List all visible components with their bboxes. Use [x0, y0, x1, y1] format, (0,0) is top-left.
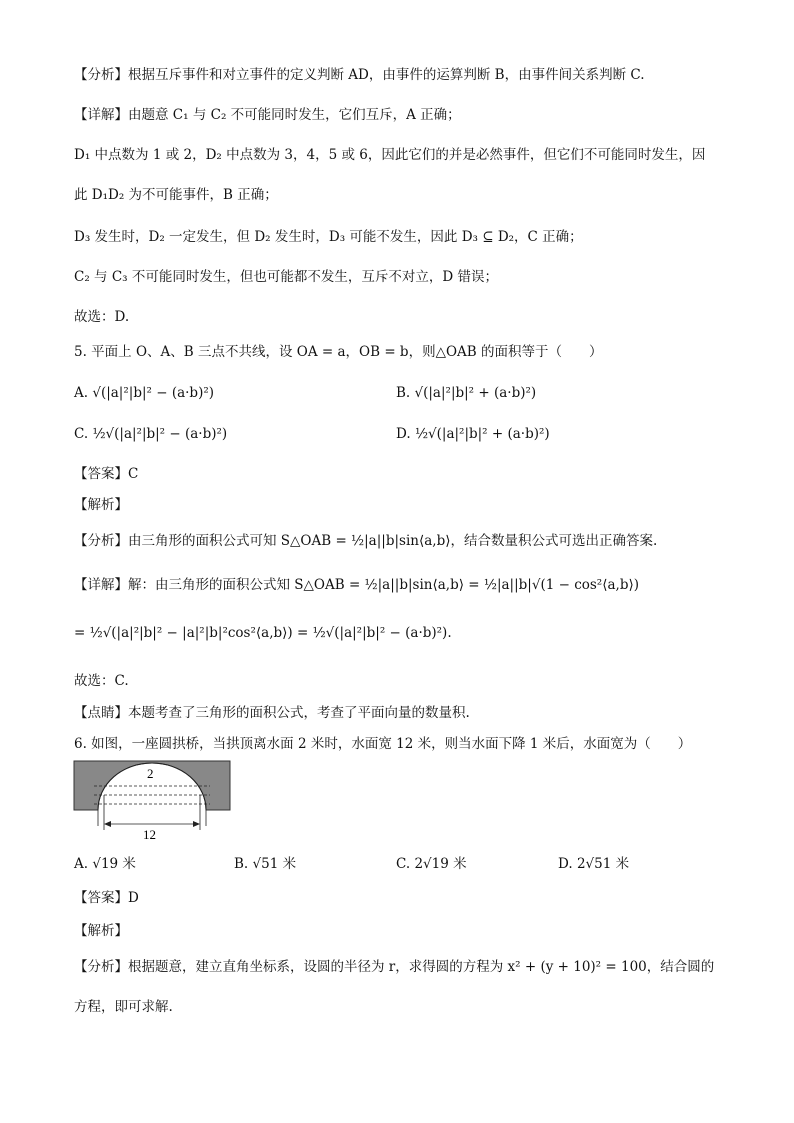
detail-5: 【详解】解：由三角形的面积公式知 S△OAB = ½|a||b|sin⟨a,b⟩ = ½|a||b|√(1 − cos²⟨a,b⟩) [74, 577, 640, 593]
q6-choice-b: B. √51 米 [234, 856, 297, 872]
detail-5-line2: = ½√(|a|²|b|² − |a|²|b|²cos²⟨a,b⟩) = ½√(|a|²|b|² − (a·b)²). [74, 625, 452, 641]
q6-choice-a: A. √19 米 [74, 856, 136, 872]
detail-4: 【详解】由题意 C₁ 与 C₂ 不可能同时发生，它们互斥，A 正确； [74, 107, 461, 123]
solution-5-heading: 【解析】 [74, 497, 128, 513]
q5-choice-c: C. ½√(|a|²|b|² − (a·b)²) [74, 426, 228, 442]
q5-choice-a: A. √(|a|²|b|² − (a·b)²) [74, 385, 215, 401]
question-6: 6. 如图，一座圆拱桥，当拱顶离水面 2 米时，水面宽 12 米，则当水面下降 1 米后，水面宽为（ ） [74, 736, 692, 752]
arch-bridge-diagram [72, 758, 242, 844]
question-5: 5. 平面上 O、A、B 三点不共线，设 OA = a，OB = b，则△OAB 的面积等于（ ） [74, 344, 603, 360]
arch-bridge-figure [72, 758, 242, 848]
detail-4-line5: C₂ 与 C₃ 不可能同时发生，但也可能都不发生，互斥不对立，D 错误； [74, 269, 498, 285]
answer-4-conclusion: 故选：D. [74, 309, 130, 325]
analysis-4: 【分析】根据互斥事件和对立事件的定义判断 AD，由事件的运算判断 B，由事件间关系判断 C. [74, 67, 645, 83]
arch-height-label: 2 [147, 766, 154, 781]
analysis-6-line2: 方程，即可求解. [74, 999, 173, 1015]
answer-6: 【答案】D [74, 890, 139, 906]
q5-choice-d: D. ½√(|a|²|b|² + (a·b)²) [396, 426, 550, 442]
answer-5: 【答案】C [74, 466, 139, 482]
q6-choice-c: C. 2√19 米 [396, 856, 467, 872]
detail-4-line3: 此 D₁D₂ 为不可能事件，B 正确； [74, 187, 278, 203]
detail-4-line4: D₃ 发生时，D₂ 一定发生，但 D₂ 发生时，D₃ 可能不发生，因此 D₃ ⊆ D₂，C 正确； [74, 229, 583, 245]
q6-choice-d: D. 2√51 米 [558, 856, 630, 872]
analysis-5: 【分析】由三角形的面积公式可知 S△OAB = ½|a||b|sin⟨a,b⟩，结合数量积公式可选出正确答案. [74, 533, 658, 549]
solution-6-heading: 【解析】 [74, 923, 128, 939]
analysis-6: 【分析】根据题意，建立直角坐标系，设圆的半径为 r，求得圆的方程为 x² + (y + 10)² = 100，结合圆的 [74, 959, 715, 975]
q5-choice-b: B. √(|a|²|b|² + (a·b)²) [396, 385, 537, 401]
water-width-label: 12 [143, 827, 156, 842]
detail-4-line2: D₁ 中点数为 1 或 2，D₂ 中点数为 3，4，5 或 6，因此它们的并是必然事件，但它们不可能同时发生，因 [74, 147, 706, 163]
comment-5: 【点睛】本题考查了三角形的面积公式，考查了平面向量的数量积. [74, 705, 470, 721]
answer-5-conclusion: 故选：C. [74, 673, 129, 689]
